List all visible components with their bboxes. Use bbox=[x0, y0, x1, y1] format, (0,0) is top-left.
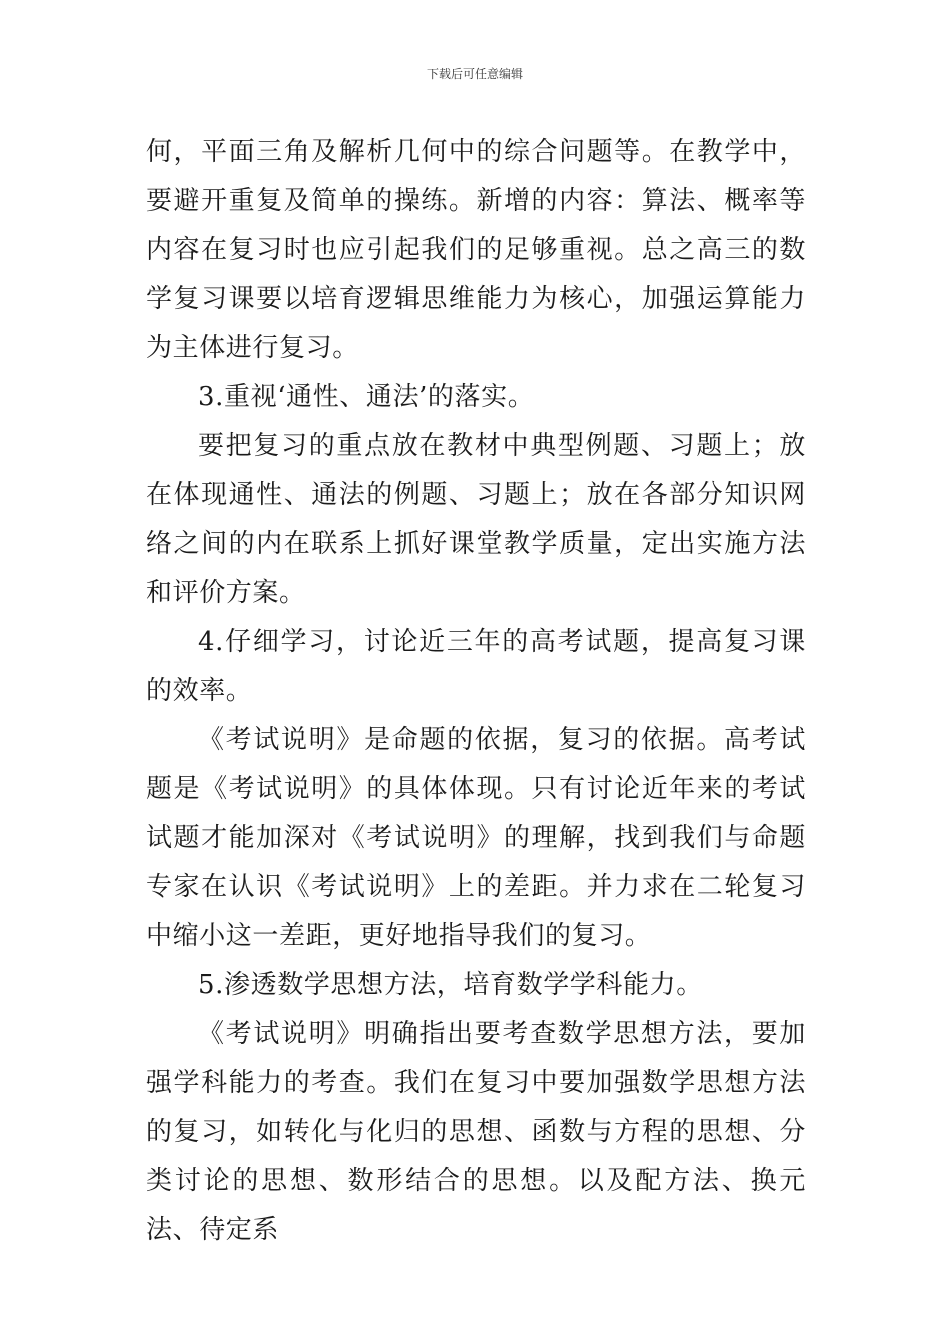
section-heading-3: 3.重视‘通性、通法’的落实。 bbox=[198, 382, 535, 412]
section-heading-5: 5.渗透数学思想方法，培育数学学科能力。 bbox=[198, 970, 703, 1000]
paragraph-body: 《考试说明》是命题的依据，复习的依据。高考试题是《考试说明》的具体体现。只有讨论近年来的考试试题才能加深对《考试说明》的理解，找到我们与命题专家在认识《考试说明》上的差距。并力求在二轮复习中缩小这一差距，更好地指导我们的复习。 bbox=[146, 725, 806, 951]
page-header: 下载后可任意编辑 bbox=[426, 67, 523, 81]
paragraph-continuation: 何，平面三角及解析几何中的综合问题等。在教学中，要避开重复及简单的操练。新增的内容：算法、概率等内容在复习时也应引起我们的足够重视。总之高三的数学复习课要以培育逻辑思维能力为核心，加强运算能力为主体进行复习。 bbox=[146, 137, 806, 363]
section-heading-4: 4.仔细学习，讨论近三年的高考试题，提高复习课的效率。 bbox=[146, 627, 806, 706]
document-body bbox=[146, 128, 806, 1255]
paragraph-body: 要把复习的重点放在教材中典型例题、习题上；放在体现通性、通法的例题、习题上；放在各部分知识网络之间的内在联系上抓好课堂教学质量，定出实施方法和评价方案。 bbox=[146, 431, 806, 608]
paragraph-body: 《考试说明》明确指出要考查数学思想方法，要加强学科能力的考查。我们在复习中要加强数学思想方法的复习，如转化与化归的思想、函数与方程的思想、分类讨论的思想、数形结合的思想。以及配方法、换元法、待定系 bbox=[146, 1019, 806, 1245]
